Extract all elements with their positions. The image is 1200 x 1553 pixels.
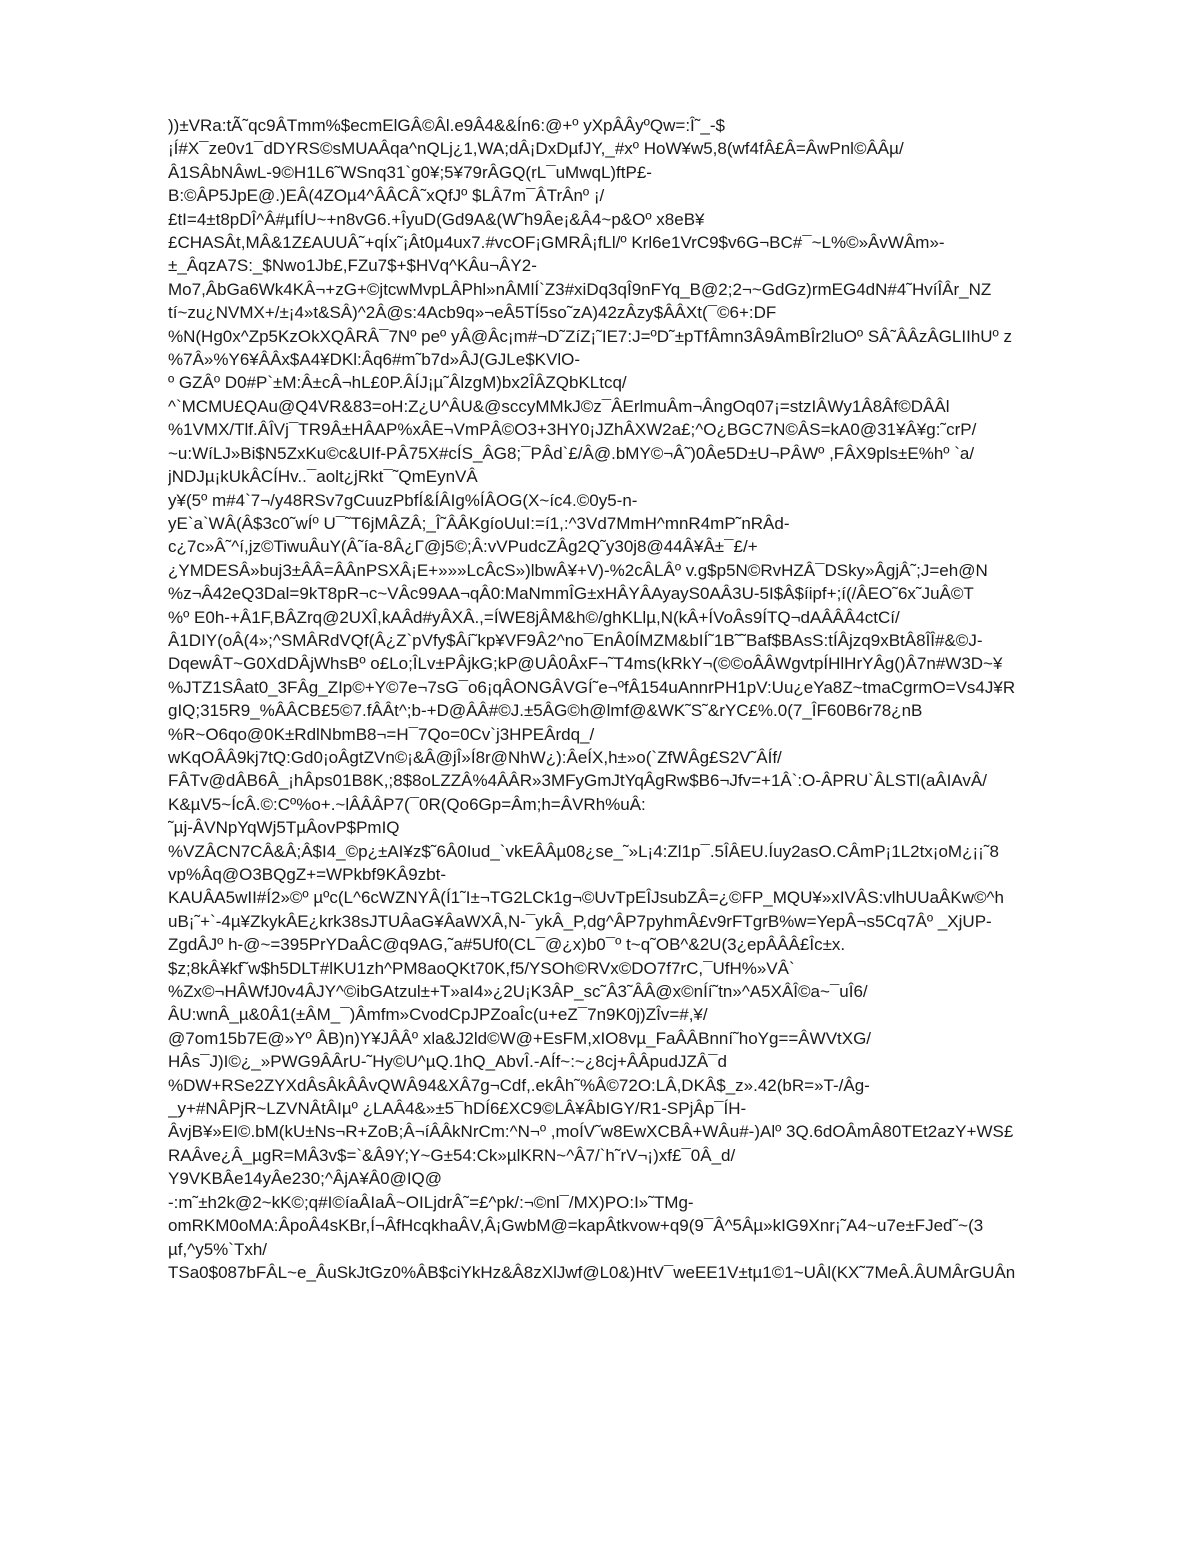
text-line: %R~O6qo@0K±RdlNbmB8¬=H¯7Qo=0Cv`j3HPEÂrdq_/	[168, 724, 595, 744]
text-line: jNDJµ¡kUkÂCÍHv..¯aolt¿jRkt¯˜QmEynVÂ	[168, 467, 478, 487]
text-line: Mo7,ÂbGa6Wk4KÂ¬+zG+©jtcwMvpLÂPhl»nÂMlÍ`Z3#xiDq3qÎ9nFYq_B@2;2¬~GdGz)rmEG4dN#4˜HvíÎÂr_NZ	[168, 279, 992, 299]
text-line: -:m˜±h2k@2~kK©;q#I©íaÂIaÂ~OILjdrÂ˜=£^pk/:¬©nl¯/MX)PO:I»˜TMg-	[168, 1192, 694, 1212]
text-line: $z;8kÂ¥kf˜w$h5DLT#lKU1zh^PM8aoQKt70K,f5/YSOh©RVx©DO7f7rC,¯UfH%»VÂ`	[168, 958, 795, 978]
text-line: uB¡˜+`-4µ¥ZkykÂE¿krk38sJTUÂaG¥ÂaWXÂ,N-¯ykÂ_P,dg^ÂP7pyhmÂ£v9rFTgrB%w=YepÂ¬s5Cq7Âº _XjUP-	[168, 911, 992, 931]
text-line: ¡Í#X¯ze0v1¯dDYRS©sMUAÂqa^nQLj¿1,WA;dÂ¡DxDµfJY,_#xº HoW¥w5,8(wf4fÂ£Â=ÂwPnl©ÂÂµ/	[168, 139, 904, 159]
text-line: %DW+RSe2ZYXdÂsÂkÂÂvQWÂ94&XÂ7g¬Cdf,.ekÂh˜%Â©72O:LÂ,DKÂ$_z».42(bR=»T-/Âg-	[168, 1075, 870, 1095]
text-line: B:©ÂP5JpE@.)EÂ(4ZOµ4^ÂÂCÂ˜xQfJº $LÂ7m¯ÂTrÂnº ¡/	[168, 186, 605, 206]
text-line: %7Â»%Y6¥ÂÂx$A4¥DKl:Âq6#m˜b7d»ÂJ(GJLe$KVlO-	[168, 350, 580, 370]
text-line: ˜µj-ÂVNpYqWj5TµÂovP$PmIQ	[168, 818, 400, 838]
text-line: KAUÂA5wII#Í2»©º µºc(L^6cWZNYÂ(Í1˜I±¬TG2LCk1g¬©UvTpEÎJsubZÂ=¿©FP_MQU¥»xIVÂS:vlhUUaÂKw©^h	[168, 888, 1004, 908]
text-line: £CHASÂt,MÂ&1Z£AUUÂ˜+qÍx˜¡Ât0µ4ux7.#vcOF¡GMRÂ¡fLl/º Krl6e1VrC9$v6G¬BC#¯~L%©»ÂvWÂm»-	[168, 233, 945, 253]
text-line: %z¬Â42eQ3Dal=9kT8pR¬c~VÂc99AA¬qÂ0:MaNmmÎG±xHÂYÂAyayS0AÂ3U-5I$Â$íipf+;í(/ÂEO˜6x˜JuÂ©T	[168, 584, 974, 604]
text-line: º GZÂº D0#P`±M:Â±cÂ¬hL£0P.ÂÍJ¡µ˜ÂlzgM)bx2ÎÂZQbKLtcq/	[168, 373, 627, 393]
text-line: %1VMX/Tlf.ÂÎVj¯TR9Â±HÂAP%xÂE¬VmPÂ©O3+3HY0¡JZhÂXW2a£;^O¿BGC7N©ÂS=kA0@31¥Â¥g:˜crP/	[168, 420, 977, 440]
text-line: ¿YMDESÂ»buj3±ÂÂ=ÂÂnPSXÂ¡E+»»»LcÂcS»)lbwÂ¥+V)-%2cÂLÂº v.g$p5N©RvHZÂ¯DSky»ÂgjÂ˜;J=eh@N	[168, 560, 988, 580]
text-line: ÂU:wnÂ_µ&0Â1(±ÂM_¯)Âmfm»CvodCpJPZoaÎc(u+eZ¯7n9K0j)ZÎv=#,¥/	[168, 1005, 708, 1025]
text-line: HÂs¯J)I©¿_»PWG9ÂÂrU-˜Hy©U^µQ.1hQ_AbvÎ.-AÍf~:~¿8cj+ÂÂpudJZÂ¯d	[168, 1052, 728, 1072]
text-line: Y9VKBÂe14yÂe230;^ÂjA¥Â0@IQ@	[168, 1169, 443, 1189]
document-body-text	[168, 114, 1128, 1284]
text-line: yE`a`WÂ(Â$3c0˜wÍº U¯˜T6jMÂZÂ;_Î˜ÂÂKgíoUuI:=í1,:^3Vd7MmH^mnR4mP˜nRÂd-	[168, 513, 790, 533]
text-line: %Zx©¬HÂWfJ0v4ÂJY^©ibGAtzul±+T»aI4»¿2U¡K3ÂP_sc˜Â3˜ÂÂ@x©nÍí˜tn»^A5XÂÎ©a~¯uÎ6/	[168, 982, 868, 1002]
text-line: ZgdÂJº h-@~=395PrYDaÂC@q9AG,˜a#5Uf0(CL¯@¿x)b0¯º t~q˜OB^&2U(3¿epÂÂÂ£Îc±x.	[168, 935, 846, 955]
text-line: %º E0h-+Â1F,BÂZrq@2UXÎ,kAÂd#yÂXÂ.,=ÍWE8jÂM&h©/ghKLlµ,N(kÂ+ÍVoÂs9ÍTQ¬dAÂÂÂ4ctCí/	[168, 607, 900, 627]
text-line: vp%Âq@O3BQgZ+=WPkbf9KÂ9zbt-	[168, 865, 447, 884]
text-line: %VZÂCN7CÂ&Â;Â$I4_©p¿±AI¥z$˜6Â0Iud_`vkEÂÂµ08¿se_˜»L¡4:Zl1p¯.5ÎÂEU.Íuy2asO.CÂmP¡1L2tx¡oM¿¡¡˜8	[168, 841, 999, 861]
text-line: ))±VRa:tÃ˜qc9ÂTmm%$ecmElGÂ©Âl.e9Â4&&Ín6:@+º yXpÂÂyºQw=:Î˜_-$	[168, 116, 725, 135]
text-line: Â1DIY(oÂ(4»;^SMÂRdVQf(Â¿Z`pVfy$Âí˜kp¥VF9Â2^no¯EnÂ0ÍMZM&bIÍ˜1B˜˜Baf$BAsS:tÍÂjzq9xBtÂ8ÎÎ#&©J-	[168, 630, 983, 650]
text-line: FÂTv@dÂB6Â_¡hÂps01B8K,;8$8oLZZÂ%4ÂÂR»3MFyGmJtYqÂgRw$B6¬Jfv=+1Â`:O-ÂPRU`ÂLSTl(aÂIAvÂ/	[168, 771, 987, 791]
text-line: ~u:WíLJ»Bi$N5ZxKu©c&UIf-PÂ75X#cÍS_ÂG8;¯PÂd`£/Â@.bMY©¬Â˜)0Âe5D±U¬PÂWº ,FÂX9pls±E%hº `a/	[168, 443, 975, 463]
text-line: Â1SÂbNÂwL-9©H1L6˜WSnq31`g0¥;5¥79rÂGQ(rL¯uMwqL)ftP£-	[168, 162, 652, 182]
text-line: wKqOÂÂ9kj7tQ:Gd0¡oÂgtZVn©¡&Â@jÎ»Í8r@NhW¿):ÂeÍX,h±»o(`ZfWÂg£S2V˜ÂÍf/	[168, 747, 782, 767]
text-line: RAÂve¿Â_µgR=MÂ3v$=`&Â9Y;Y~G±54:Ck»µlKRN~^Â7/`h˜rV¬¡)xf£¯0Â_d/	[168, 1145, 736, 1165]
text-line: _y+#NÂPjR~LZVNÂtÂIµº ¿LAÂ4&»±5¯hDÍ6£XC9©LÂ¥ÂbIGY/R1-SPjÂp¯ÍH-	[168, 1099, 747, 1119]
text-line: DqewÂT~G0XdDÂjWhsBº o£Lo;ÎLv±PÂjkG;kP@UÂ0ÂxF¬˜T4ms(kRkY¬(©©oÂÂWgvtpÍHlHrYÂg()Â7n#W3D~¥	[168, 654, 1003, 674]
text-line: gIQ;315R9_%ÂÂCB£5©7.fÂÂt^;b-+D@ÂÂ#©J.±5ÂG©h@lmf@&WK˜S˜&rYC£%.0(7_ÎF60B6r78¿nB	[168, 701, 923, 721]
text-line: £tI=4±t8pDÎ^Â#µfÍU~+n8vG6.+ÎyuD(Gd9A&(W˜h9Âe¡&Â4~p&Oº x8eB¥	[168, 209, 705, 229]
text-line: ^`MCMU£QAu@Q4VR&83=oH:Z¿U^ÂU&@sccyMMkJ©z¯ÂErlmuÂm¬ÂngOq07¡=stzIÂWy1Â8Âf©DÂÂl	[168, 396, 950, 416]
text-line: TSa0$087bFÂL~e_ÂuSkJtGz0%ÂB$ciYkHz&Â8zXlJwf@L0&)HtV¯weEE1V±tµ1©1~UÂl(KX˜7MeÂ.ÂUMÂrGUÂn	[168, 1262, 1016, 1282]
text-line: ±_ÂqzA7S:_$Nwo1Jb£,FZu7$+$HVq^KÂu¬ÂY2-	[168, 256, 537, 276]
text-line: %JTZ1SÂat0_3FÂg_ZIp©+Y©7e¬7sG¯o6¡qÂONGÂVGÍ˜e¬ºfÂ154uAnnrPH1pV:Uu¿eYa8Z~tmaCgrmO=Vs4J¥R	[168, 677, 1016, 697]
text-line: K&µV5~ÍcÂ.©:Cº%o+.~lÂÂÂP7(¯0R(Qo6Gp=Âm;h=ÂVRh%uÂ:	[168, 794, 646, 814]
text-line: y¥(5º m#4`7¬/y48RSv7gCuuzPbfÍ&ÍÂIg%ÍÂOG(X~íc4.©0y5-n-	[168, 490, 638, 510]
text-line: µf,^y5%`Txh/	[168, 1239, 268, 1259]
text-line: c¿7c»Â˜^í,jz©TiwuÂuY(Â˜ía-8Â¿Γ@j5©;Â:vVPudcZÂg2Q˜y30j8@44Â¥Â±¯£/+	[168, 537, 758, 557]
text-line: tí~zu¿NVMX+/±¡4»t&SÂ)^2Â@s:4Acb9q»¬eÂ5TÍ5so˜zA)42zÂzy$ÂÂXt(¯©6+:DF	[168, 303, 777, 323]
text-line: %N(Hg0x^Zp5KzOkXQÂRÂ¯7Nº peº yÂ@Âc¡m#¬D˜ZíZ¡˜IE7:J=ºD˜±pTfÂmn3Â9ÂmBÎr2luOº SÂ˜ÂÂzÂGLIIhUº z	[168, 326, 1012, 346]
text-line: @7om15b7E@»Yº ÂB)n)Y¥JÂÂº xla&J2ld©W@+EsFM,xIO8vµ_FaÂÂBnní˜hoYg==ÂWVtXG/	[168, 1028, 872, 1048]
text-line: omRKM0oMA:ÂpoÂ4sKBr,Í¬ÂfHcqkhaÂV,Â¡GwbM@=kapÂtkvow+q9(9¯Â^5Âµ»kIG9Xnr¡˜A4~u7e±FJed˜~(3	[168, 1216, 984, 1236]
text-line: ÂvjB¥»EI©.bM(kU±Ns¬R+ZoB;Â¬íÂÂkNrCm:^N¬º ,moÍV˜w8EwXCBÂ+WÂu#-)Alº 3Q.6dOÂmÂ80TEt2azY+WS£	[168, 1122, 1014, 1142]
